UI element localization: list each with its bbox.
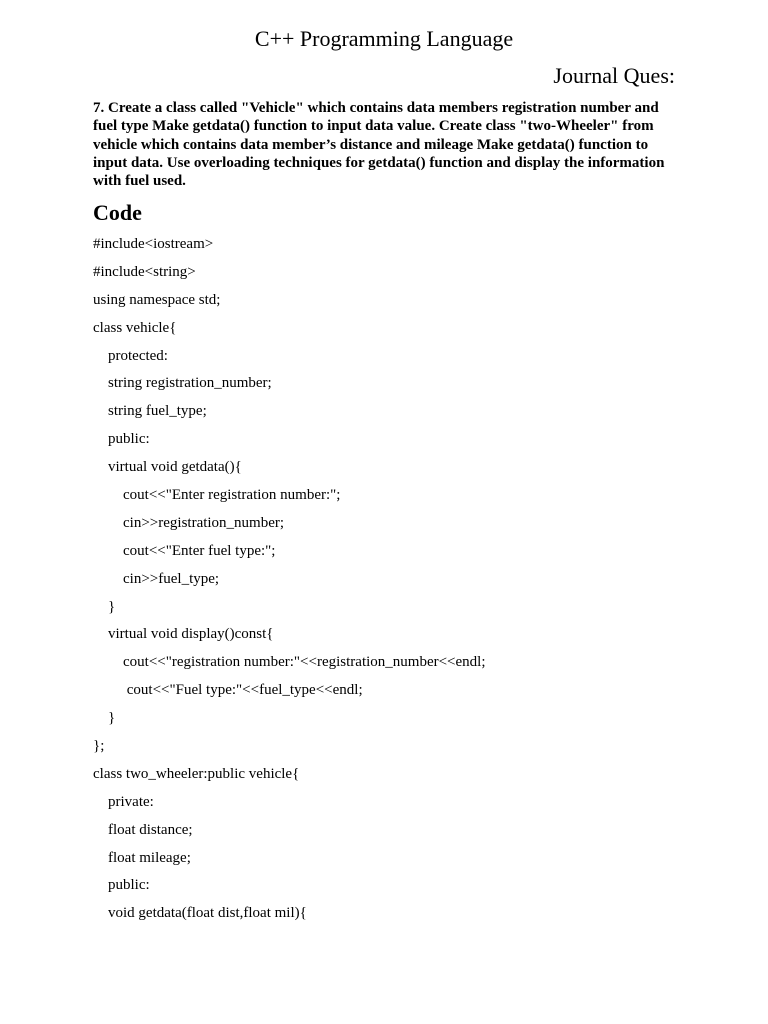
code-line: }; — [93, 738, 105, 755]
code-line: virtual void getdata(){ — [93, 459, 242, 476]
code-line: virtual void display()const{ — [93, 626, 274, 643]
journal-question-label: Journal Ques: — [553, 63, 675, 88]
code-listing — [93, 231, 713, 928]
code-line: protected: — [93, 347, 168, 364]
code-line: } — [93, 598, 116, 615]
code-line: float distance; — [93, 821, 193, 838]
code-line: private: — [93, 793, 154, 810]
code-line: #include<string> — [93, 263, 196, 280]
code-line: cin>>fuel_type; — [93, 570, 220, 587]
code-line: string registration_number; — [93, 375, 272, 392]
code-line: public: — [93, 877, 150, 894]
code-line: cout<<"Enter registration number:"; — [93, 487, 341, 504]
code-line: #include<iostream> — [93, 236, 214, 252]
code-line: cout<<"Fuel type:"<<fuel_type<<endl; — [93, 682, 363, 699]
code-heading: Code — [93, 200, 142, 225]
code-line: string fuel_type; — [93, 403, 207, 420]
code-line: } — [93, 710, 116, 727]
code-line: cin>>registration_number; — [93, 514, 285, 531]
code-line: float mileage; — [93, 849, 191, 866]
code-line: class two_wheeler:public vehicle{ — [93, 765, 300, 782]
question-text: 7. Create a class called "Vehicle" which contains data members registration number and fuel type Make getdata() function to input data value. Create class "two-Wheeler" from vehicle which contains data member’s distance and mileage Make getdata() function to input data. Use overloading techniques for getdata() function and display the information with fuel used. — [93, 100, 665, 190]
code-line: void getdata(float dist,float mil){ — [93, 905, 307, 922]
code-line: class vehicle{ — [93, 319, 177, 336]
document-title: C++ Programming Language — [254, 26, 514, 51]
code-line: using namespace std; — [93, 291, 221, 308]
code-line: cout<<"Enter fuel type:"; — [93, 542, 276, 559]
code-line: public: — [93, 431, 150, 448]
code-line: cout<<"registration number:"<<registration_number<<endl; — [93, 654, 486, 671]
